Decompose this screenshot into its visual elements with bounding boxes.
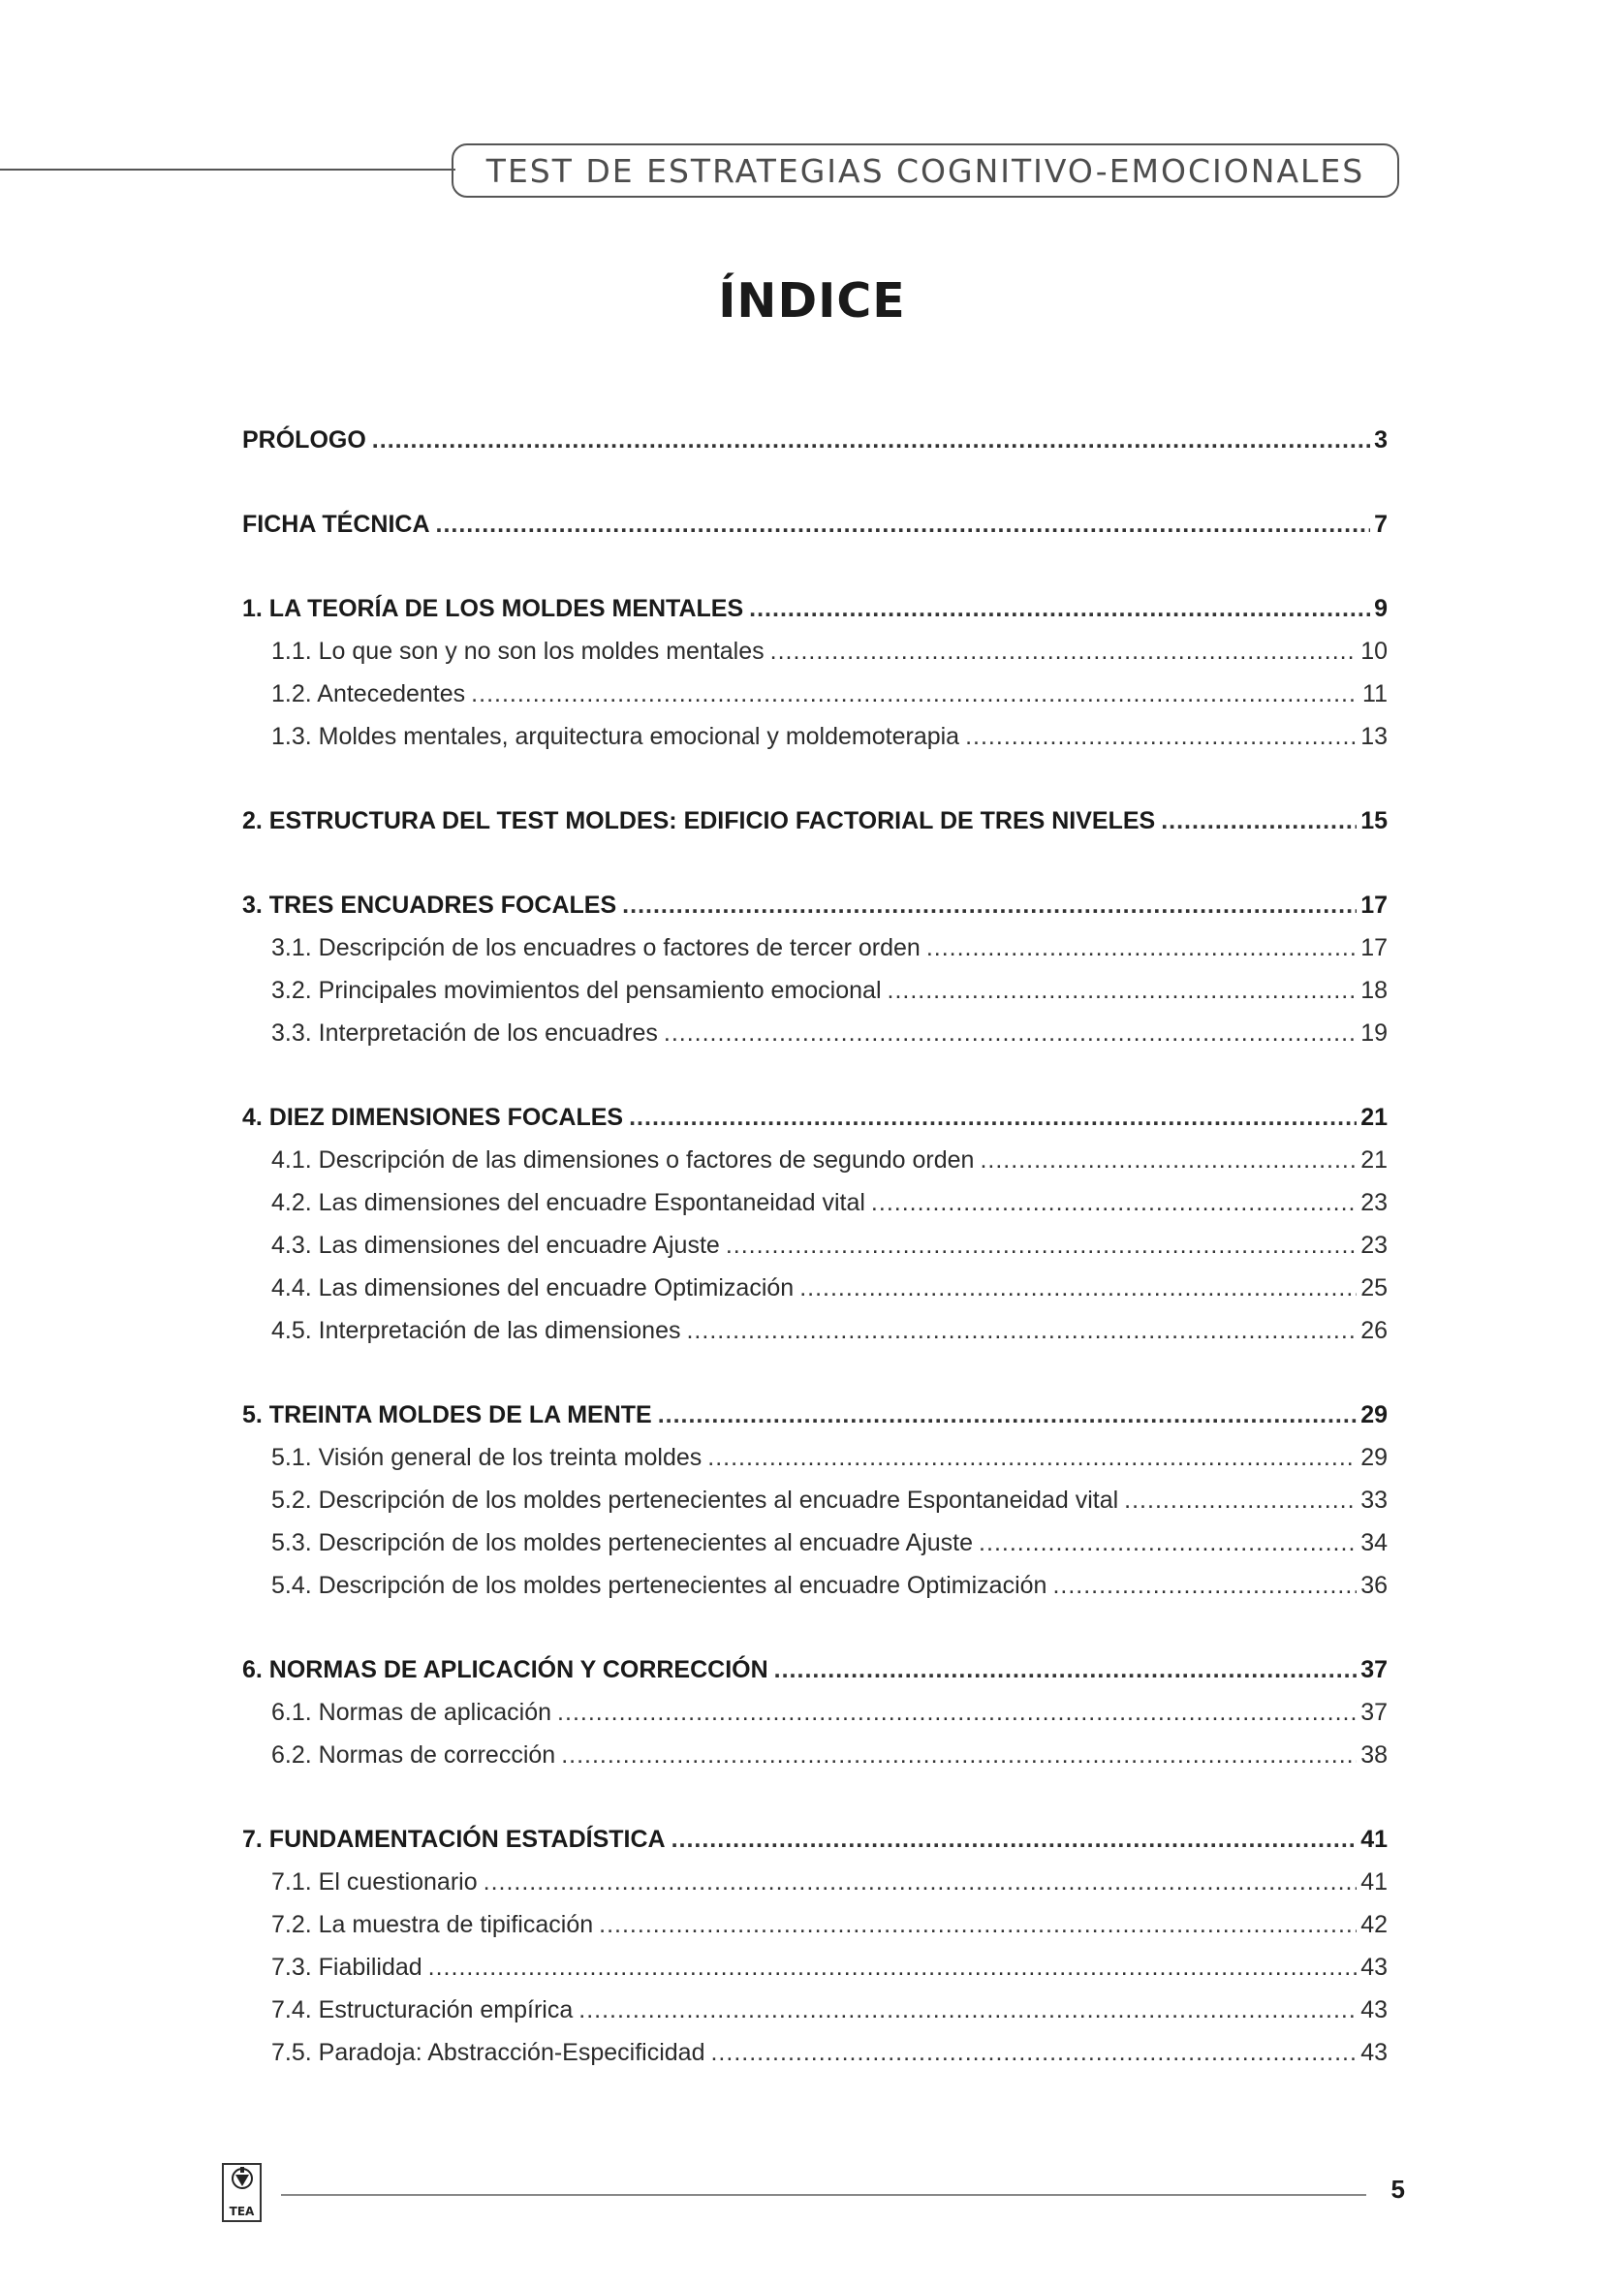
toc-entry-page: 36: [1360, 1572, 1388, 1599]
toc-chapter[interactable]: [242, 587, 1388, 630]
dot-leader: [664, 1012, 1357, 1054]
toc-entry-title: 4.1. Descripción de las dimensiones o factores de segundo orden: [271, 1146, 975, 1174]
toc-chapter[interactable]: [242, 503, 1388, 546]
toc-subsection[interactable]: [242, 1903, 1388, 1946]
dot-leader: [599, 1903, 1357, 1946]
toc-subsection[interactable]: [242, 1267, 1388, 1309]
dot-leader: [710, 2031, 1357, 2074]
dot-leader: [471, 673, 1359, 715]
page-title: ÍNDICE: [718, 273, 906, 329]
toc-entry-page: 43: [1360, 1996, 1388, 2023]
toc-section: [242, 1648, 1388, 1776]
toc-entry-title: 5.4. Descripción de los moldes pertenecientes al encuadre Optimización: [271, 1572, 1047, 1599]
toc-entry-page: 43: [1360, 1954, 1388, 1981]
dot-leader: [726, 1224, 1357, 1267]
dot-leader: [1161, 799, 1357, 842]
toc-entry-page: 17: [1360, 934, 1388, 961]
toc-entry-title: 4.3. Las dimensiones del encuadre Ajuste: [271, 1232, 720, 1259]
header-rule: [0, 169, 455, 171]
toc-entry-title: 3.2. Principales movimientos del pensamiento emocional: [271, 977, 882, 1004]
toc-entry-page: 19: [1360, 1019, 1388, 1047]
header-title: TEST DE ESTRATEGIAS COGNITIVO-EMOCIONALES: [485, 151, 1365, 190]
toc-chapter[interactable]: [242, 1096, 1388, 1139]
dot-leader: [671, 1818, 1358, 1861]
toc-entry-title: 5. TREINTA MOLDES DE LA MENTE: [242, 1401, 652, 1428]
toc-entry-page: 29: [1360, 1444, 1388, 1471]
toc-subsection[interactable]: [242, 1012, 1388, 1054]
toc-section: [242, 1096, 1388, 1352]
toc-entry-page: 37: [1360, 1699, 1388, 1726]
dot-leader: [980, 1139, 1357, 1181]
toc-entry-title: 4.2. Las dimensiones del encuadre Espontaneidad vital: [271, 1189, 865, 1216]
toc-entry-page: 33: [1360, 1487, 1388, 1514]
toc-entry-page: 15: [1360, 807, 1388, 834]
toc-entry-page: 25: [1360, 1274, 1388, 1301]
dot-leader: [557, 1691, 1357, 1734]
dot-leader: [1052, 1564, 1357, 1607]
page-number: 5: [1390, 2175, 1405, 2204]
dot-leader: [871, 1181, 1357, 1224]
toc-subsection[interactable]: [242, 1989, 1388, 2031]
dot-leader: [484, 1861, 1358, 1903]
toc-entry-title: 4. DIEZ DIMENSIONES FOCALES: [242, 1104, 624, 1131]
header-banner: [452, 143, 1399, 198]
dot-leader: [658, 1394, 1357, 1436]
toc-chapter[interactable]: [242, 799, 1388, 842]
toc-subsection[interactable]: [242, 1691, 1388, 1734]
toc-entry-title: PRÓLOGO: [242, 426, 366, 454]
dot-leader: [686, 1309, 1357, 1352]
toc-entry-page: 7: [1374, 511, 1388, 538]
dot-leader: [561, 1734, 1357, 1776]
dot-leader: [749, 587, 1370, 630]
toc-chapter[interactable]: [242, 1648, 1388, 1691]
toc-chapter[interactable]: [242, 884, 1388, 926]
toc-entry-title: 7.5. Paradoja: Abstracción-Especificidad: [271, 2039, 705, 2066]
toc-entry-title: 5.1. Visión general de los treinta moldes: [271, 1444, 703, 1471]
toc-section: [242, 503, 1388, 546]
dot-leader: [707, 1436, 1357, 1479]
toc-chapter[interactable]: [242, 1394, 1388, 1436]
toc-section: [242, 587, 1388, 758]
tea-logo: [222, 2163, 262, 2222]
toc-subsection[interactable]: [242, 1861, 1388, 1903]
dot-leader: [629, 1096, 1357, 1139]
toc-subsection[interactable]: [242, 1139, 1388, 1181]
dot-leader: [436, 503, 1371, 546]
toc-entry-page: 23: [1360, 1189, 1388, 1216]
toc-entry-page: 13: [1360, 723, 1388, 750]
toc-entry-title: 5.2. Descripción de los moldes pertenecientes al encuadre Espontaneidad vital: [271, 1487, 1119, 1514]
toc-section: [242, 1394, 1388, 1607]
dot-leader: [888, 969, 1358, 1012]
toc-section: [242, 884, 1388, 1054]
toc-subsection[interactable]: [242, 1734, 1388, 1776]
toc-entry-page: 21: [1360, 1104, 1388, 1131]
toc-entry-page: 11: [1362, 680, 1388, 707]
toc-entry-title: 4.5. Interpretación de las dimensiones: [271, 1317, 681, 1344]
toc-entry-title: 6. NORMAS DE APLICACIÓN Y CORRECCIÓN: [242, 1656, 768, 1683]
toc-entry-title: 4.4. Las dimensiones del encuadre Optimización: [271, 1274, 795, 1301]
toc-entry-title: 7. FUNDAMENTACIÓN ESTADÍSTICA: [242, 1826, 666, 1853]
toc-subsection[interactable]: [242, 1436, 1388, 1479]
dot-leader: [578, 1989, 1357, 2031]
toc-subsection[interactable]: [242, 969, 1388, 1012]
dot-leader: [965, 715, 1357, 758]
toc-entry-title: 1.3. Moldes mentales, arquitectura emocional y moldemoterapia: [271, 723, 960, 750]
toc-subsection[interactable]: [242, 630, 1388, 673]
toc-entry-page: 43: [1360, 2039, 1388, 2066]
dot-leader: [428, 1946, 1358, 1989]
toc-entry-title: 3. TRES ENCUADRES FOCALES: [242, 892, 617, 919]
toc-subsection[interactable]: [242, 1181, 1388, 1224]
toc-entry-title: 1.1. Lo que son y no son los moldes mentales: [271, 638, 765, 665]
toc-entry-title: 7.3. Fiabilidad: [271, 1954, 422, 1981]
toc-section: [242, 1818, 1388, 2074]
toc-subsection[interactable]: [242, 1946, 1388, 1989]
toc-entry-title: 7.2. La muestra de tipificación: [271, 1911, 594, 1938]
toc-subsection[interactable]: [242, 1224, 1388, 1267]
toc-entry-page: 26: [1360, 1317, 1388, 1344]
toc-entry-title: 6.2. Normas de corrección: [271, 1741, 556, 1769]
toc-subsection[interactable]: [242, 1309, 1388, 1352]
toc-entry-title: 6.1. Normas de aplicación: [271, 1699, 552, 1726]
toc-entry-page: 38: [1360, 1741, 1388, 1769]
toc-subsection[interactable]: [242, 1521, 1388, 1564]
toc-entry-page: 21: [1360, 1146, 1388, 1174]
toc-entry-page: 3: [1374, 426, 1388, 454]
dot-leader: [979, 1521, 1357, 1564]
toc-entry-title: 3.1. Descripción de los encuadres o factores de tercer orden: [271, 934, 921, 961]
dot-leader: [1124, 1479, 1357, 1521]
toc-entry-title: 5.3. Descripción de los moldes pertenecientes al encuadre Ajuste: [271, 1529, 974, 1556]
toc-entry-title: 1. LA TEORÍA DE LOS MOLDES MENTALES: [242, 595, 744, 622]
toc-subsection[interactable]: [242, 2031, 1388, 2074]
toc-subsection[interactable]: [242, 1479, 1388, 1521]
footer-rule: [281, 2194, 1366, 2196]
toc-entry-page: 29: [1360, 1401, 1388, 1428]
toc-entry-page: 23: [1360, 1232, 1388, 1259]
toc-section: [242, 419, 1388, 461]
toc-entry-title: 7.1. El cuestionario: [271, 1868, 478, 1896]
toc-entry-title: 1.2. Antecedentes: [271, 680, 466, 707]
toc-entry-title: 7.4. Estructuración empírica: [271, 1996, 574, 2023]
dot-leader: [770, 630, 1358, 673]
dot-leader: [622, 884, 1357, 926]
toc-entry-page: 41: [1360, 1868, 1388, 1896]
toc-entry-title: FICHA TÉCNICA: [242, 511, 430, 538]
toc-entry-page: 42: [1360, 1911, 1388, 1938]
toc-entry-page: 18: [1360, 977, 1388, 1004]
toc-entry-page: 9: [1374, 595, 1388, 622]
dot-leader: [926, 926, 1357, 969]
dot-leader: [799, 1267, 1357, 1309]
tea-emblem-icon: [228, 2165, 257, 2194]
toc-entry-title: 2. ESTRUCTURA DEL TEST MOLDES: EDIFICIO FACTORIAL DE TRES NIVELES: [242, 807, 1156, 834]
toc-section: [242, 799, 1388, 842]
dot-leader: [372, 419, 1370, 461]
toc-chapter[interactable]: [242, 419, 1388, 461]
toc-entry-page: 17: [1360, 892, 1388, 919]
toc-chapter[interactable]: [242, 1818, 1388, 1861]
dot-leader: [774, 1648, 1358, 1691]
toc-subsection[interactable]: [242, 673, 1388, 715]
toc-entry-page: 41: [1360, 1826, 1388, 1853]
toc-entry-page: 34: [1360, 1529, 1388, 1556]
toc-subsection[interactable]: [242, 926, 1388, 969]
toc-subsection[interactable]: [242, 1564, 1388, 1607]
toc-subsection[interactable]: [242, 715, 1388, 758]
logo-text: TEA: [229, 2205, 255, 2218]
toc-entry-page: 37: [1360, 1656, 1388, 1683]
toc-entry-title: 3.3. Interpretación de los encuadres: [271, 1019, 658, 1047]
table-of-contents: [242, 419, 1388, 2116]
toc-entry-page: 10: [1360, 638, 1388, 665]
